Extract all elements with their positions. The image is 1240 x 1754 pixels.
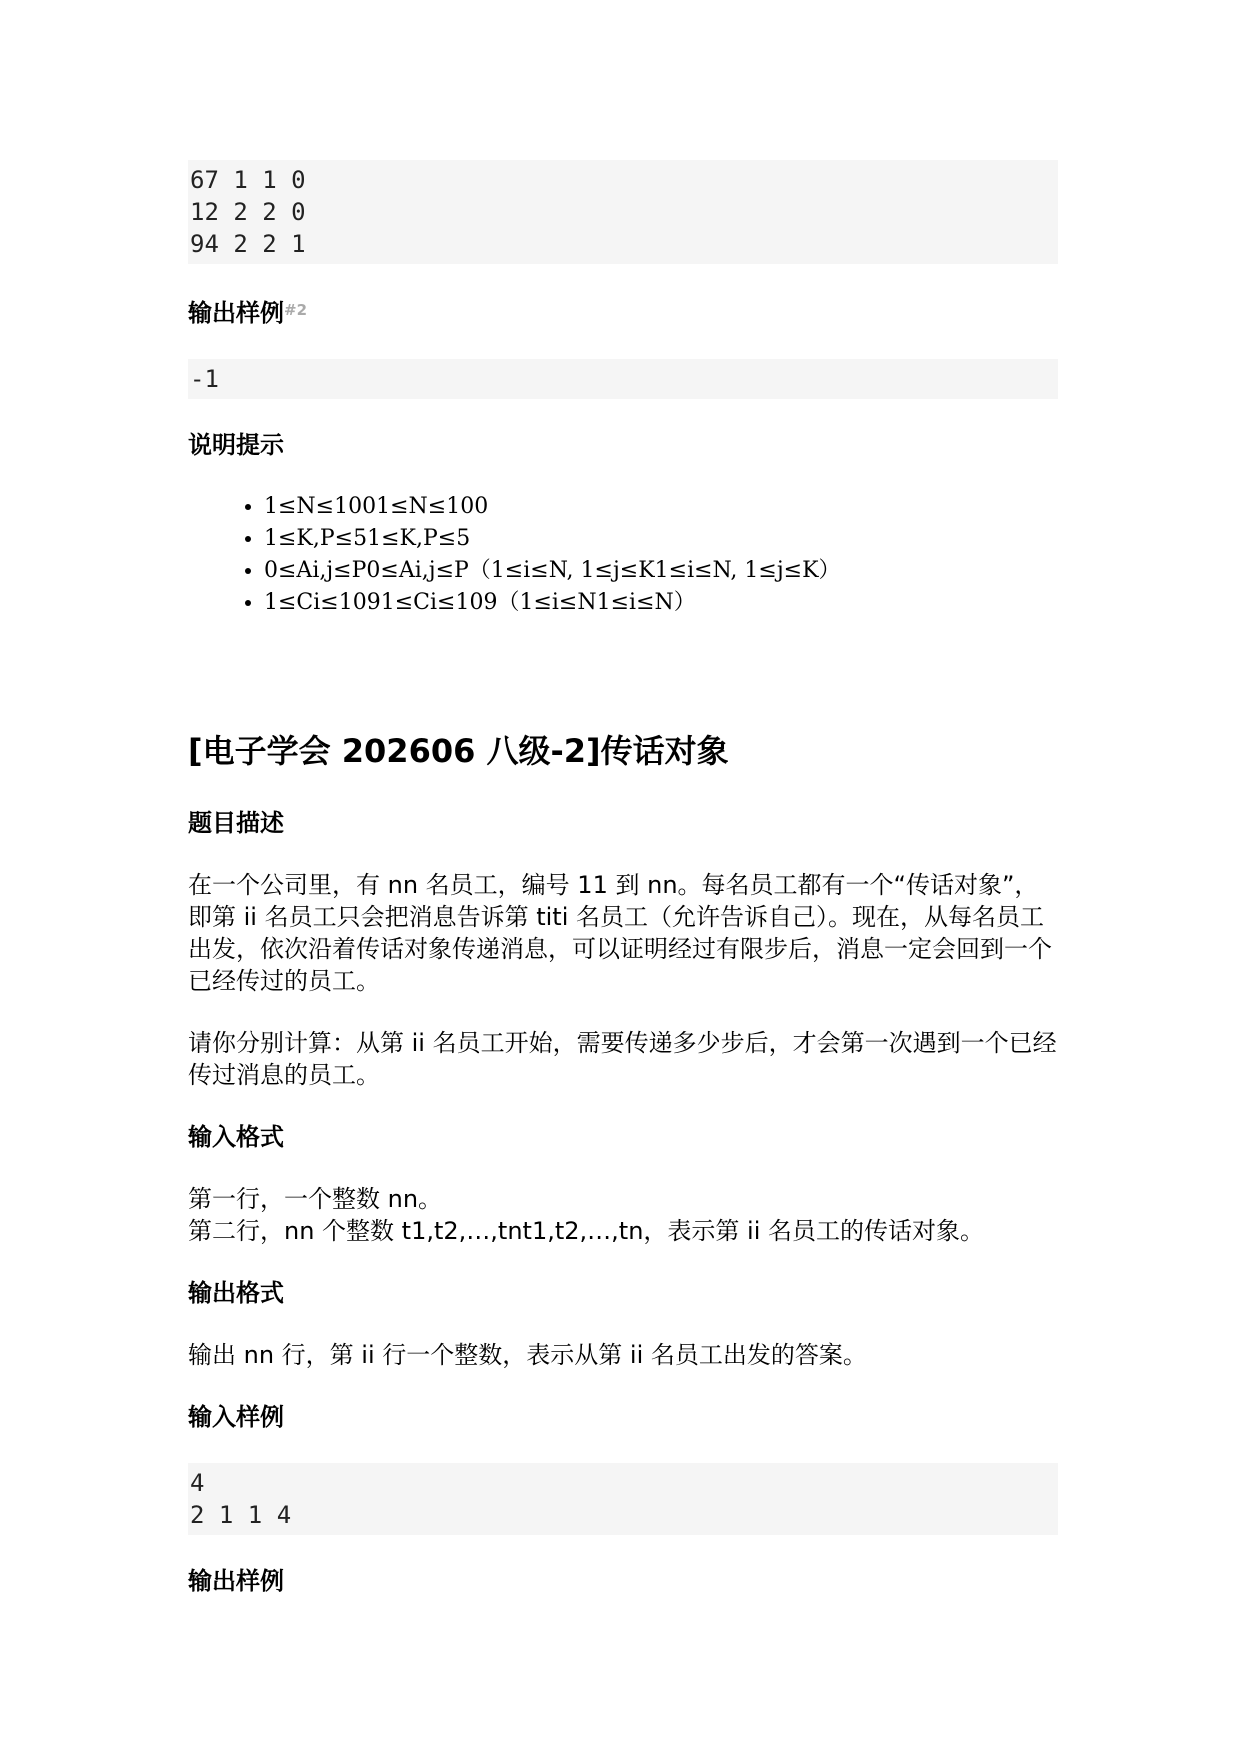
- document-content: [188, 160, 1058, 1597]
- input-format-heading: 输入格式: [188, 1123, 284, 1151]
- output-format-heading: 输出格式: [188, 1279, 284, 1307]
- description-heading: 题目描述: [188, 809, 284, 837]
- hint-item-2: • 1≤K,P≤51≤K,P≤5: [264, 523, 1058, 555]
- problem-title: [电子学会 202606 八级-2]传话对象: [188, 732, 729, 770]
- output-sample-2-code: -1: [188, 359, 1058, 399]
- hint-heading: 说明提示: [188, 431, 284, 459]
- output-sample-heading: 输出样例: [188, 1567, 284, 1595]
- input-format-line-1: 第一行，一个整数 nn。: [188, 1185, 443, 1213]
- output-format-text: 输出 nn 行，第 ii 行一个整数，表示从第 ii 名员工出发的答案。: [188, 1341, 867, 1369]
- hint-item-1: • 1≤N≤1001≤N≤100: [264, 491, 1058, 523]
- input-sample-code: 4 2 1 1 4: [188, 1463, 1058, 1535]
- hint-list: [188, 491, 1058, 619]
- description-paragraph-2: 请你分别计算：从第 ii 名员工开始，需要传递多少步后，才会第一次遇到一个已经传过消息的员工。: [188, 1029, 1057, 1089]
- input-sample-heading: 输入样例: [188, 1403, 284, 1431]
- sample-input-2-code: 67 1 1 0 12 2 2 0 94 2 2 1: [188, 160, 1058, 264]
- input-format-line-2: 第二行，nn 个整数 t1,t2,…,tnt1,t2,…,tn，表示第 ii 名员工的传话对象。: [188, 1217, 985, 1245]
- hint-item-3: • 0≤Ai,j≤P0≤Ai,j≤P（1≤i≤N, 1≤j≤K1≤i≤N, 1≤j≤K）: [264, 555, 1058, 587]
- output-sample-2-heading: [188, 294, 1058, 329]
- hint-item-4: • 1≤Ci≤1091≤Ci≤109（1≤i≤N1≤i≤N）: [264, 587, 1058, 619]
- description-paragraph-1: 在一个公司里，有 nn 名员工，编号 11 到 nn。每名员工都有一个“传话对象”，即第 ii 名员工只会把消息告诉第 titi 名员工（允许告诉自己）。现在，从每名员工出发，依次沿着传话对象传递消息，可以证明经过有限步后，消息一定会回到一个已经传过的员工。: [188, 871, 1052, 995]
- output-sample-2-label: 输出样例: [188, 299, 284, 327]
- output-sample-2-tag: #2: [284, 301, 308, 319]
